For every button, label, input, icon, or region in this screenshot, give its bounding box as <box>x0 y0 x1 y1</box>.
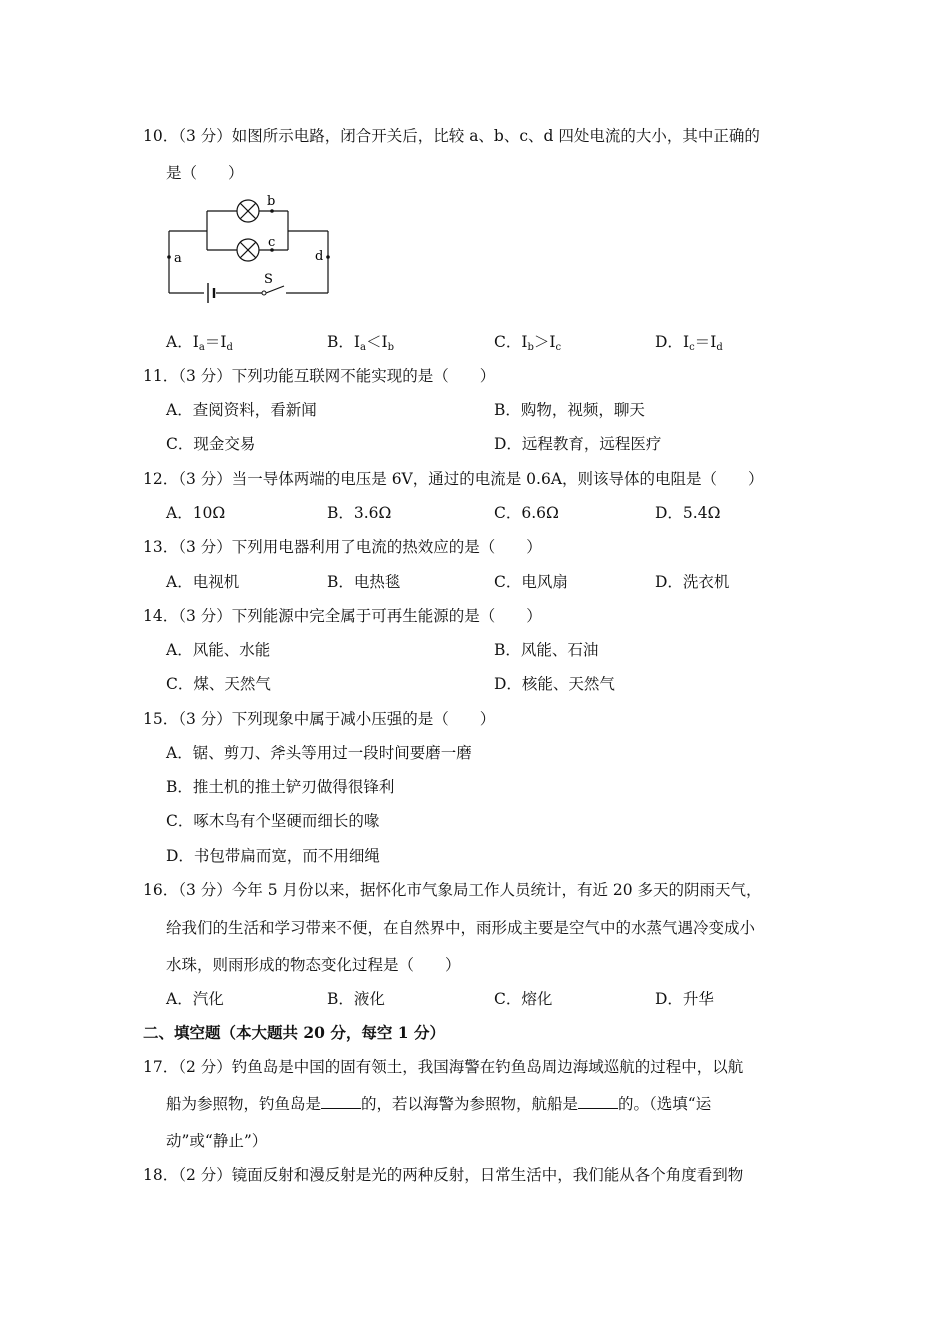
q16-option-a: A．汽化 <box>166 990 224 1008</box>
label-b: b <box>267 194 276 209</box>
q10-option-b: B．$I_a<I_b$ <box>327 333 395 353</box>
q12-option-a: A．10Ω <box>166 504 226 522</box>
q14-stem: 14．（3 分）下列能源中完全属于可再生能源的是（ ） <box>143 607 542 625</box>
q15-option-d: D．书包带扁而宽，而不用细绳 <box>166 847 380 865</box>
q17-blank-2 <box>578 1094 618 1109</box>
label-a: a <box>174 251 182 266</box>
q13-option-c: C．电风扇 <box>494 573 568 591</box>
q17-stem-line3: 动”或“静止”） <box>166 1132 268 1150</box>
q14-option-b: B．风能、石油 <box>494 641 599 659</box>
q11-stem: 11．（3 分）下列功能互联网不能实现的是（ ） <box>143 367 496 385</box>
q16-option-c: C．熔化 <box>494 990 553 1008</box>
q11-option-a: A．查阅资料，看新闻 <box>166 401 317 419</box>
q12-option-c: C．6.6Ω <box>494 504 559 522</box>
q15-option-a: A．锯、剪刀、斧头等用过一段时间要磨一磨 <box>166 744 472 762</box>
q13-stem: 13．（3 分）下列用电器利用了电流的热效应的是（ ） <box>143 538 542 556</box>
q10-stem-line2: 是（ ） <box>166 164 244 182</box>
q12-stem: 12．（3 分）当一导体两端的电压是 6V，通过的电流是 0.6A，则该导体的电阻是（ ） <box>143 470 764 488</box>
q11-option-d: D．远程教育，远程医疗 <box>494 435 662 453</box>
q13-option-d: D．洗衣机 <box>655 573 730 591</box>
q13-option-b: B．电热毯 <box>327 573 401 591</box>
q11-option-c: C．现金交易 <box>166 435 256 453</box>
q14-option-c: C．煤、天然气 <box>166 675 271 693</box>
q16-option-b: B．液化 <box>327 990 385 1008</box>
q10-option-c: C．$I_b>I_c$ <box>494 333 562 353</box>
q15-stem: 15．（3 分）下列现象中属于减小压强的是（ ） <box>143 710 496 728</box>
q11-option-b: B．购物，视频，聊天 <box>494 401 645 419</box>
q17-stem-line1: 17．（2 分）钓鱼岛是中国的固有领土，我国海警在钓鱼岛周边海域巡航的过程中，以航 <box>143 1058 744 1076</box>
q14-option-a: A．风能、水能 <box>166 641 271 659</box>
q10-stem-line1: 10．（3 分）如图所示电路，闭合开关后，比较 a、b、c、d 四处电流的大小，其中正确的 <box>143 127 760 145</box>
q13-option-a: A．电视机 <box>166 573 240 591</box>
q16-stem-line3: 水珠，则雨形成的物态变化过程是（ ） <box>166 956 461 974</box>
label-c: c <box>268 235 276 250</box>
q10-circuit-diagram <box>160 192 340 304</box>
q12-option-d: D．5.4Ω <box>655 504 721 522</box>
q14-option-d: D．核能、天然气 <box>494 675 615 693</box>
label-s: S <box>264 272 273 287</box>
q17-blank-1 <box>321 1094 361 1109</box>
section-title: 二、填空题（本大题共 20 分，每空 1 分） <box>143 1023 445 1042</box>
q15-option-b: B．推土机的推土铲刃做得很锋利 <box>166 778 395 796</box>
q10-option-d: D．$I_c=I_d$ <box>655 333 723 353</box>
q16-stem-line2: 给我们的生活和学习带来不便，在自然界中，雨形成主要是空气中的水蒸气遇冷变成小 <box>166 919 756 937</box>
label-d: d <box>315 249 324 264</box>
q12-option-b: B．3.6Ω <box>327 504 392 522</box>
q16-stem-line1: 16．（3 分）今年 5 月份以来，据怀化市气象局工作人员统计，有近 20 多天的阴雨天气， <box>143 881 762 899</box>
q17-stem-line2: 船为参照物，钓鱼岛是 的，若以海警为参照物，航船是 的。（选填“运 <box>166 1095 712 1113</box>
q18-stem-line1: 18．（2 分）镜面反射和漫反射是光的两种反射，日常生活中，我们能从各个角度看到物 <box>143 1166 744 1184</box>
q16-option-d: D．升华 <box>655 990 714 1008</box>
q15-option-c: C．啄木鸟有个坚硬而细长的喙 <box>166 812 380 830</box>
q10-option-a: A．$I_a=I_d$ <box>166 333 233 353</box>
